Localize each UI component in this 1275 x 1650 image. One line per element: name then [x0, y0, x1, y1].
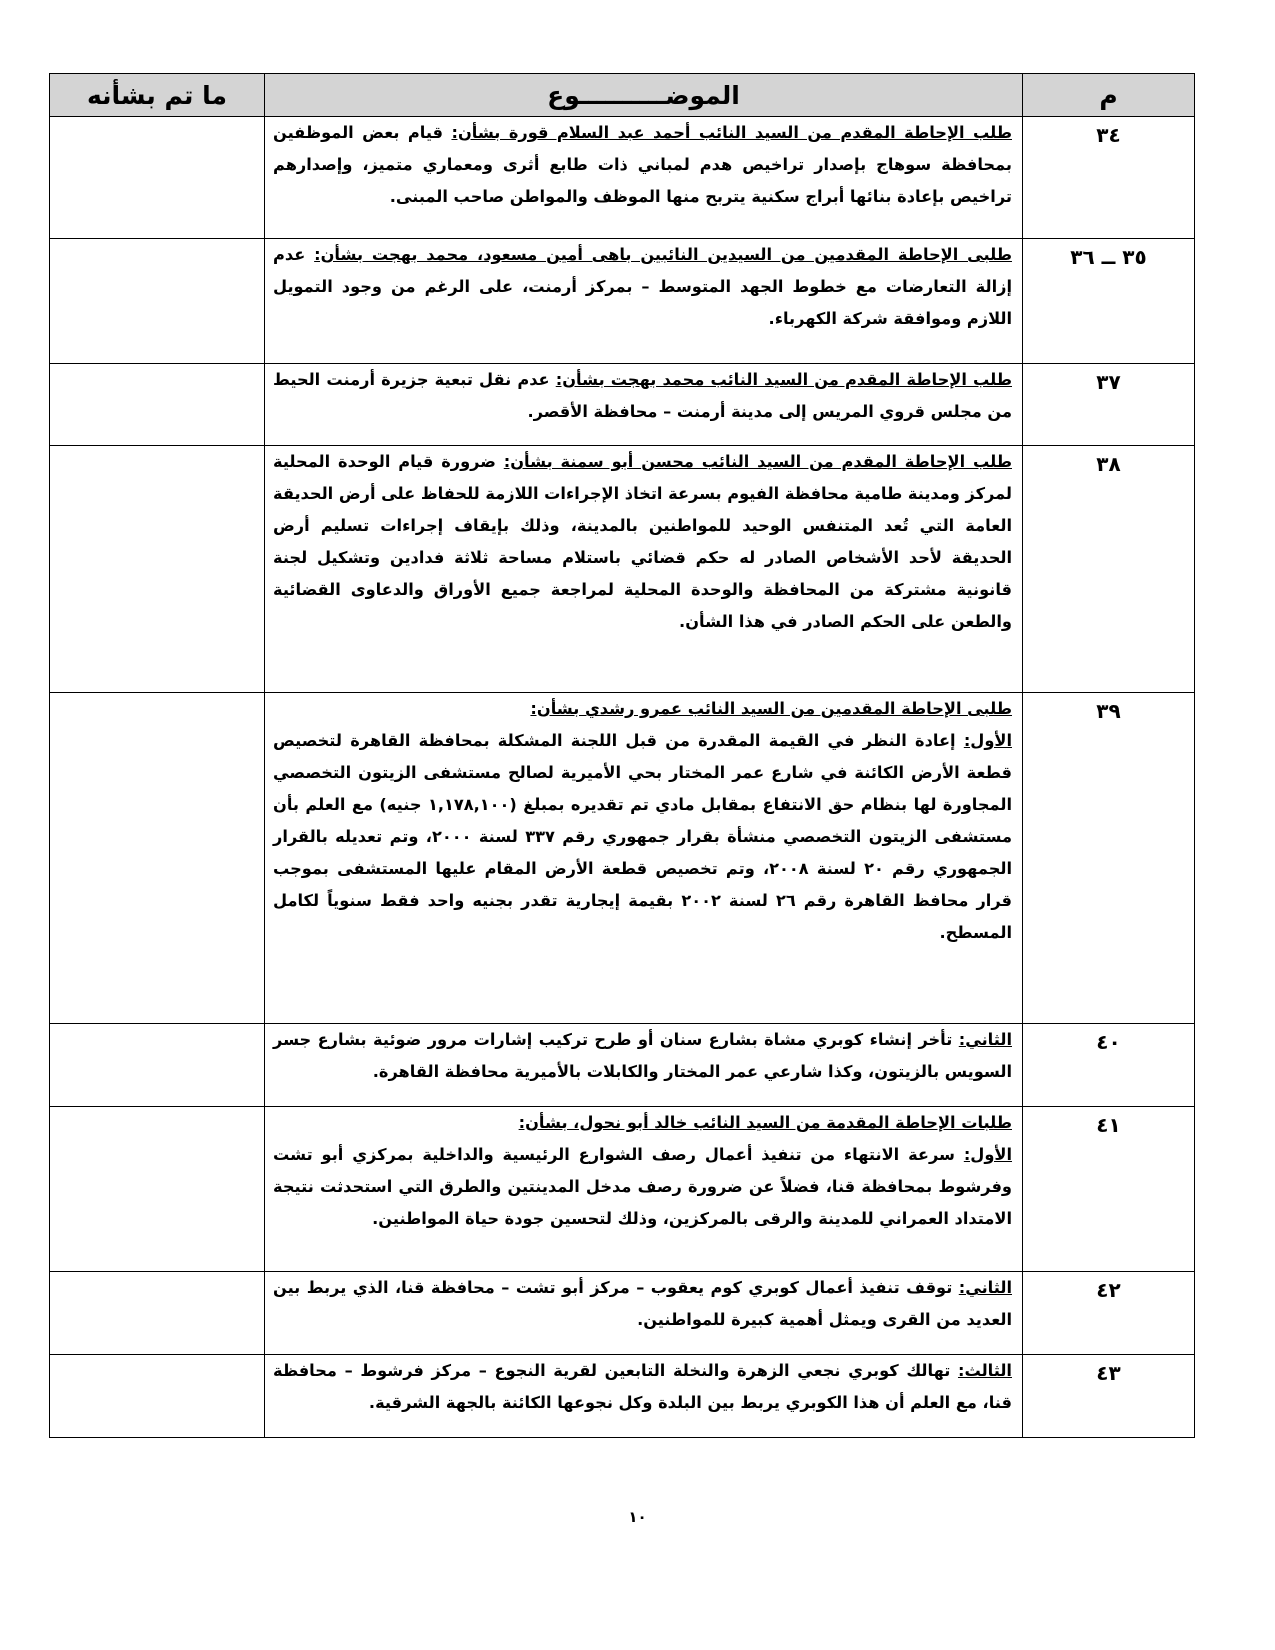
- item-action: [50, 364, 265, 446]
- topic-paragraph: [273, 446, 1012, 638]
- item-topic: [265, 1272, 1023, 1355]
- table-row: [50, 1272, 1195, 1355]
- table-header-row: [50, 74, 1195, 117]
- item-topic: [265, 117, 1023, 239]
- request-text: تأخر إنشاء كوبري مشاة بشارع سنان أو طرح تركيب إشارات مرور ضوئية بشارع جسر السويس بالزيتون، وكذا شارعي عمر المختار والكابلات بالأميرية محافظة القاهرة.: [273, 1030, 1012, 1081]
- request-heading: الثاني:: [958, 1030, 1012, 1049]
- item-topic: [265, 1107, 1023, 1272]
- request-heading: طلب الإحاطة المقدم من السيد النائب أحمد عبد السلام قورة بشأن:: [451, 123, 1012, 142]
- topic-paragraph: [273, 364, 1012, 428]
- table-row: [50, 1355, 1195, 1438]
- page-number: ١٠: [628, 1508, 647, 1526]
- agenda-table: [49, 73, 1195, 1438]
- topic-paragraph: [273, 725, 1012, 949]
- item-number: ٣٤: [1023, 117, 1195, 239]
- topic-paragraph: [273, 1024, 1012, 1088]
- item-action: [50, 117, 265, 239]
- request-heading: طلب الإحاطة المقدم من السيد النائب محمد بهجت بشأن:: [555, 370, 1012, 389]
- item-number: ٣٧: [1023, 364, 1195, 446]
- request-text: إعادة النظر في القيمة المقدرة من قبل اللجنة المشكلة بمحافظة القاهرة لتخصيص قطعة الأرض الكائنة في شارع عمر المختار بحي الأميرية لصالح مستشفى الزيتون التخصصي المجاورة لها بنظام حق الانتفاع بمقابل مادي تم تقديره بمبلغ (١,١٧٨,١٠٠ جنيه) مع العلم بأن مستشفى الزيتون التخصصي منشأة بقرار جمهوري رقم ٣٣٧ لسنة ٢٠٠٠، وتم تعديله بالقرار الجمهوري رقم ٢٠ لسنة ٢٠٠٨، وتم تخصيص قطعة الأرض المقام عليها المستشفى بموجب قرار محافظ القاهرة رقم ٢٦ لسنة ٢٠٠٢ بقيمة إيجارية تقدر بجنيه واحد فقط سنوياً لكامل المسطح.: [273, 731, 1013, 942]
- item-number: ٤٠: [1023, 1024, 1195, 1107]
- item-action: [50, 693, 265, 1024]
- request-text: توقف تنفيذ أعمال كوبري كوم يعقوب – مركز أبو تشت – محافظة قنا، الذي يربط بين العديد من القرى ويمثل أهمية كبيرة للمواطنين.: [273, 1278, 1012, 1329]
- item-number: ٣٥ ــ ٣٦: [1023, 239, 1195, 364]
- request-text: قيام بعض الموظفين بمحافظة سوهاج بإصدار تراخيص هدم لمباني ذات طابع أثرى ومعماري متميز، وإصدارهم تراخيص بإعادة بنائها أبراج سكنية يتربح منها الموظف والمواطن صاحب المبنى.: [273, 123, 1012, 206]
- item-topic: [265, 1355, 1023, 1438]
- table-row: [50, 693, 1195, 1024]
- request-heading: طلبى الإحاطة المقدمين من السيد النائب عمرو رشدي بشأن:: [530, 699, 1012, 718]
- request-heading: طلبات الإحاطة المقدمة من السيد النائب خالد أبو نحول، بشأن:: [518, 1113, 1012, 1132]
- item-topic: [265, 364, 1023, 446]
- item-topic: [265, 446, 1023, 693]
- item-action: [50, 1107, 265, 1272]
- item-topic: [265, 239, 1023, 364]
- request-text: عدم إزالة التعارضات مع خطوط الجهد المتوسط – بمركز أرمنت، على الرغم من وجود التمويل اللازم وموافقة شركة الكهرباء.: [273, 245, 1012, 328]
- request-heading: طلبى الإحاطة المقدمين من السيدين النائبين باهى أمين مسعود، محمد بهجت بشأن:: [314, 245, 1012, 264]
- header-topic: الموضــــــــــوع: [265, 74, 1023, 117]
- table-row: [50, 1024, 1195, 1107]
- item-action: [50, 1355, 265, 1438]
- topic-paragraph: [273, 1139, 1012, 1235]
- item-action: [50, 1024, 265, 1107]
- item-action: [50, 446, 265, 693]
- request-heading: الأول:: [963, 1145, 1012, 1164]
- header-action: ما تم بشأنه: [50, 74, 265, 117]
- topic-paragraph: [273, 117, 1012, 213]
- request-heading: الثاني:: [958, 1278, 1012, 1297]
- item-number: ٤١: [1023, 1107, 1195, 1272]
- item-action: [50, 1272, 265, 1355]
- item-topic: [265, 1024, 1023, 1107]
- item-number: ٤٣: [1023, 1355, 1195, 1438]
- table-row: [50, 117, 1195, 239]
- request-text: ضرورة قيام الوحدة المحلية لمركز ومدينة طامية محافظة الفيوم بسرعة اتخاذ الإجراءات اللازمة للحفاظ على أرض الحديقة العامة التي تُعد المتنفس الوحيد للمواطنين بالمدينة، وذلك بإيقاف إجراءات تسليم أرض الحديقة لأحد الأشخاص الصادر له حكم قضائي باستلام مساحة ثلاثة فدادين وتشكيل لجنة قانونية مشتركة من المحافظة والوحدة المحلية لمراجعة جميع الأوراق والدعاوى القضائية والطعن على الحكم الصادر في هذا الشأن.: [273, 452, 1012, 631]
- table-row: [50, 446, 1195, 693]
- request-heading: الثالث:: [957, 1361, 1012, 1380]
- item-action: [50, 239, 265, 364]
- request-text: عدم نقل تبعية جزيرة أرمنت الحيط من مجلس قروي المريس إلى مدينة أرمنت – محافظة الأقصر.: [273, 370, 1012, 421]
- table-row: [50, 239, 1195, 364]
- topic-paragraph: [273, 1272, 1012, 1336]
- request-text: تهالك كوبري نجعي الزهرة والنخلة التابعين لقرية النجوع – مركز فرشوط – محافظة قنا، مع العلم أن هذا الكوبري يربط بين البلدة وكل نجوعها الكائنة بالجهة الشرقية.: [273, 1361, 1012, 1412]
- table-row: [50, 1107, 1195, 1272]
- topic-paragraph: [273, 1107, 1012, 1139]
- item-topic: [265, 693, 1023, 1024]
- topic-paragraph: [273, 1355, 1012, 1419]
- request-heading: طلب الإحاطة المقدم من السيد النائب محسن أبو سمنة بشأن:: [503, 452, 1012, 471]
- table-row: [50, 364, 1195, 446]
- request-text: سرعة الانتهاء من تنفيذ أعمال رصف الشوارع الرئيسية والداخلية بمركزي أبو تشت وفرشوط بمحافظة قنا، فضلاً عن ضرورة رصف مدخل المدينتين والطرق التي استحدثت نتيجة الامتداد العمراني للمدينة والرقى بالمركزين، وذلك لتحسين جودة حياة المواطنين.: [273, 1145, 1012, 1228]
- request-heading: الأول:: [963, 731, 1012, 750]
- item-number: ٣٨: [1023, 446, 1195, 693]
- topic-paragraph: [273, 239, 1012, 335]
- topic-paragraph: [273, 693, 1012, 725]
- item-number: ٣٩: [1023, 693, 1195, 1024]
- header-number: م: [1023, 74, 1195, 117]
- item-number: ٤٢: [1023, 1272, 1195, 1355]
